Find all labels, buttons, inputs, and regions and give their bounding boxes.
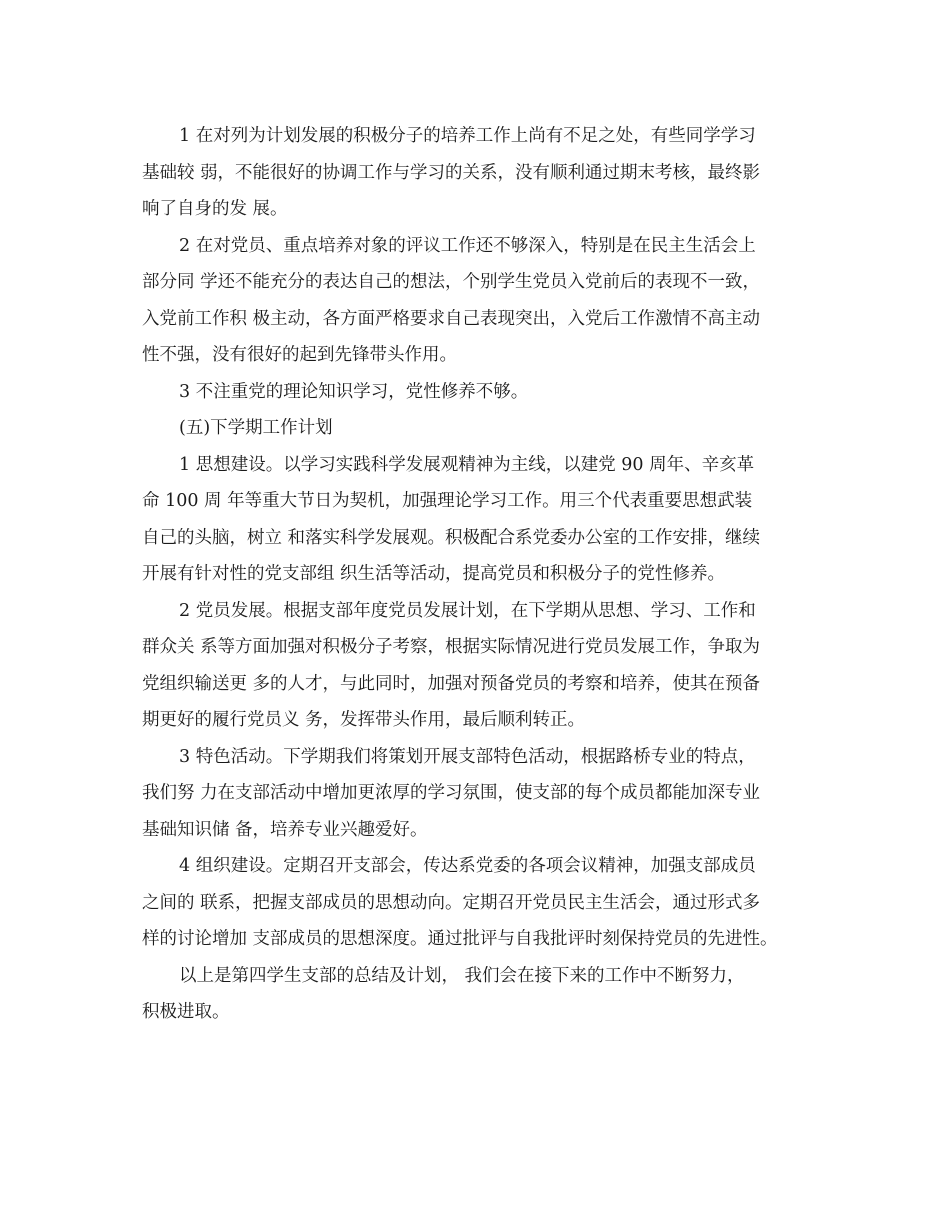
text-line: 入党前工作积 极主动，各方面严格要求自己表现突出，入党后工作激情不高主动	[142, 308, 761, 329]
text-line: 期更好的履行党员义 务，发挥带头作用，最后顺利转正。	[142, 710, 586, 730]
paragraph-shortcoming-3	[142, 374, 814, 411]
paragraph-shortcoming-1	[142, 118, 814, 228]
paragraph-plan-organization	[142, 848, 814, 958]
paragraph-plan-ideology	[142, 447, 814, 593]
document-body	[142, 118, 814, 1031]
text-line: 群众关 系等方面加强对积极分子考察，根据实际情况进行党员发展工作，争取为	[142, 637, 761, 657]
text-line: 以上是第四学生支部的总结及计划， 我们会在接下来的工作中不断努力，	[179, 965, 745, 986]
paragraph-plan-activities	[142, 739, 814, 849]
text-line: 样的讨论增加 支部成员的思想深度。通过批评与自我批评时刻保持党员的先进性。	[142, 929, 778, 949]
paragraph-shortcoming-2	[142, 228, 814, 374]
text-line: 性不强，没有很好的起到先锋带头作用。	[142, 345, 457, 365]
text-line: 命 100 周 年等重大节日为契机，加强理论学习工作。用三个代表重要思想武装	[142, 491, 753, 511]
text-line: 4 组织建设。定期召开支部会，传达系党委的各项会议精神，加强支部成员	[179, 856, 756, 876]
text-line: 之间的 联系，把握支部成员的思想动向。定期召开党员民主生活会，通过形式多	[142, 892, 761, 913]
text-line: 基础较 弱，不能很好的协调工作与学习的关系，没有顺利通过期末考核，最终影	[142, 162, 761, 183]
text-line: 开展有针对性的党支部组 织生活等活动，提高党员和积极分子的党性修养。	[142, 564, 726, 584]
text-line: 2 在对党员、重点培养对象的评议工作还不够深入，特别是在民主生活会上	[179, 235, 756, 256]
paragraph-conclusion	[142, 958, 814, 1031]
text-line: 2 党员发展。根据支部年度党员发展计划，在下学期从思想、学习、工作和	[179, 600, 756, 621]
text-line: 3 特色活动。下学期我们将策划开展支部特色活动，根据路桥专业的特点，	[179, 746, 756, 767]
section-heading-next-term-plan	[142, 410, 814, 447]
text-line: 响了自身的发 展。	[142, 199, 288, 219]
text-line: 1 在对列为计划发展的积极分子的培养工作上尚有不足之处，有些同学学习	[179, 126, 756, 146]
text-line: 3 不注重党的理论知识学习，党性修养不够。	[179, 381, 529, 402]
paragraph-plan-member-development	[142, 593, 814, 739]
text-line: 基础知识储 备，培养专业兴趣爱好。	[142, 819, 428, 840]
section-heading: (五)下学期工作计划	[179, 418, 333, 438]
text-line: 我们努 力在支部活动中增加更浓厚的学习氛围，使支部的每个成员都能加深专业	[142, 783, 761, 803]
text-line: 党组织输送更 多的人才，与此同时，加强对预备党员的考察和培养，使其在预备	[142, 673, 761, 694]
text-line: 积极进取。	[142, 1002, 230, 1022]
text-line: 自己的头脑，树立 和落实科学发展观。积极配合系党委办公室的工作安排，继续	[142, 527, 761, 548]
text-line: 1 思想建设。以学习实践科学发展观精神为主线，以建党 90 周年、辛亥革	[179, 454, 755, 475]
text-line: 部分同 学还不能充分的表达自己的想法，个别学生党员入党前后的表现不一致，	[142, 272, 761, 292]
